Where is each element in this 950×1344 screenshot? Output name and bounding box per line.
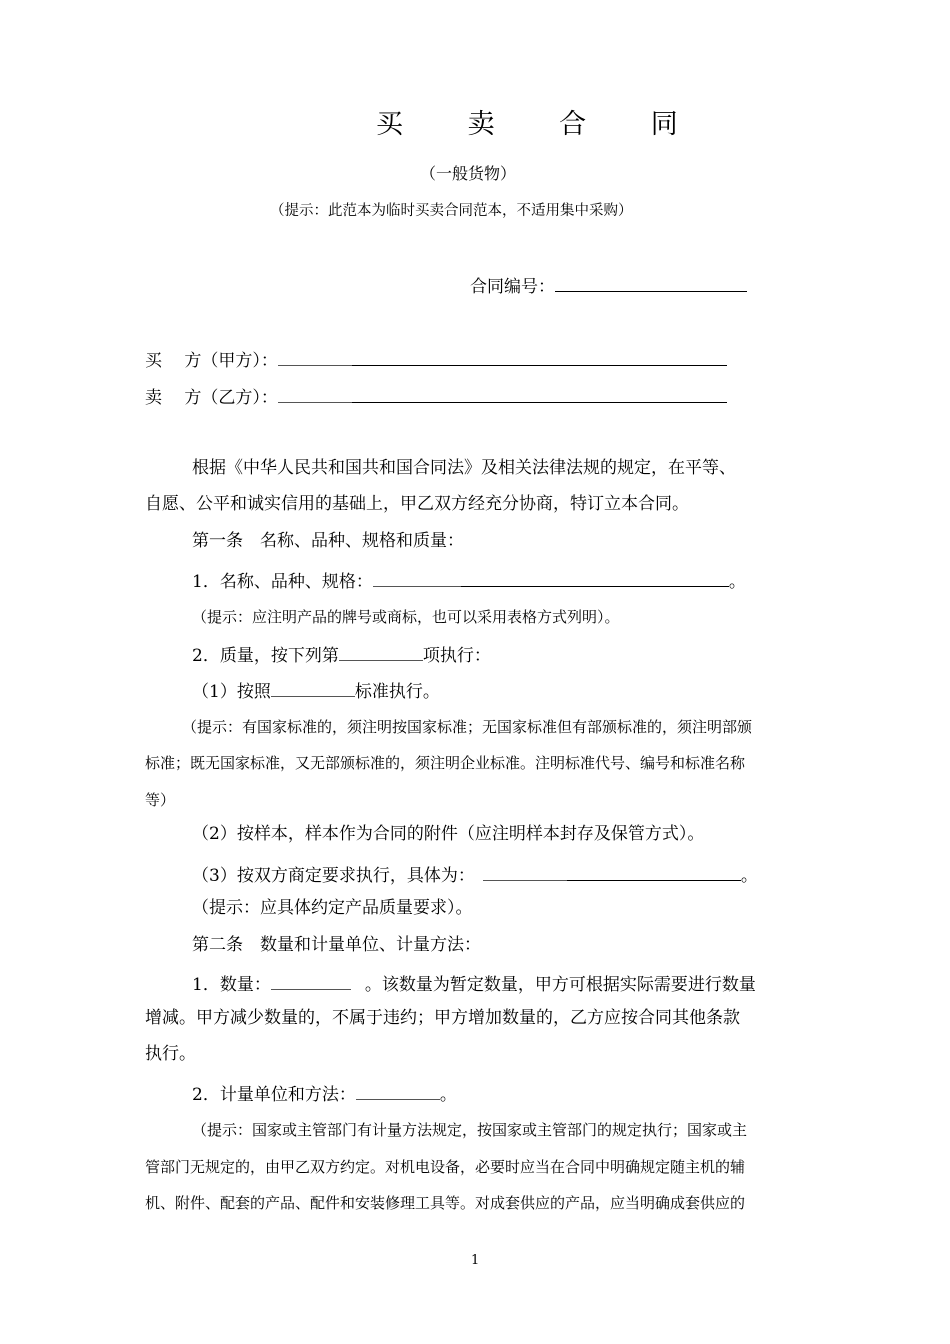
art2-item2-hint-3: 机、附件、配套的产品、配件和安装修理工具等。对成套供应的产品，应当明确成套供应的 xyxy=(145,1194,746,1212)
art1-item1-period: 。 xyxy=(728,572,746,592)
art1-item2-line xyxy=(192,644,491,665)
contract-number-line xyxy=(470,275,747,296)
art1-option1-hint-2: 标准；既无国家标准，又无部颁标准的，须注明企业标准。注明标准代号、编号和标准名称 xyxy=(145,754,746,772)
art1-option3-label: （3）按双方商定要求执行，具体为： xyxy=(192,866,475,886)
art1-option1-hint-3: 等） xyxy=(145,791,176,809)
contract-number-label: 合同编号： xyxy=(470,277,555,297)
art1-option3-line xyxy=(192,864,758,885)
art2-item1-line-2: 增减。甲方减少数量的，不属于违约；甲方增加数量的，乙方应按合同其他条款 xyxy=(145,1008,740,1028)
art2-item2-line xyxy=(192,1083,457,1104)
art2-item1-text: 。该数量为暂定数量，甲方可根据实际需要进行数量 xyxy=(364,975,756,995)
seller-field-lead[interactable] xyxy=(278,386,352,403)
seller-line xyxy=(145,386,727,407)
art2-item1-line-3: 执行。 xyxy=(145,1044,196,1064)
art1-option1-text-b: 标准执行。 xyxy=(354,682,440,702)
art2-item1-field[interactable] xyxy=(271,973,351,990)
art1-option1-hint-1: （提示：有国家标准的，须注明按国家标准；无国家标准但有部颁标准的，须注明部颁 xyxy=(182,718,753,736)
art2-item2-period: 。 xyxy=(439,1085,457,1105)
document-title: 买 卖 合 同 xyxy=(376,109,706,140)
art1-option3-field-lead[interactable] xyxy=(483,864,567,881)
art2-item2-field[interactable] xyxy=(356,1083,440,1100)
art1-option1-text-a: （1）按照 xyxy=(192,682,271,702)
art1-item2-text-b: 项执行： xyxy=(422,646,491,666)
buyer-label: 买 方（甲方）： xyxy=(145,351,278,371)
art1-option3-hint: （提示：应具体约定产品质量要求）。 xyxy=(192,898,473,918)
page-number: 1 xyxy=(471,1253,480,1268)
art1-option3-period: 。 xyxy=(740,866,758,886)
art1-item1-label: 1．名称、品种、规格： xyxy=(192,572,373,592)
art1-item1-field[interactable] xyxy=(461,570,729,587)
intro-line-2: 自愿、公平和诚实信用的基础上，甲乙双方经充分协商，特订立本合同。 xyxy=(145,494,689,514)
contract-number-field[interactable] xyxy=(555,275,747,292)
art2-item1-label: 1．数量： xyxy=(192,975,271,995)
art2-item1-line xyxy=(192,973,756,994)
art1-option1-field[interactable] xyxy=(271,680,355,697)
art2-item2-label: 2．计量单位和方法： xyxy=(192,1085,356,1105)
art2-item2-hint-1: （提示：国家或主管部门有计量方法规定，按国家或主管部门的规定执行；国家或主 xyxy=(192,1121,748,1139)
document-subtitle: （一般货物） xyxy=(420,164,517,183)
seller-label: 卖 方（乙方）： xyxy=(145,388,278,408)
intro-line-1: 根据《中华人民共和国共和国合同法》及相关法律法规的规定，在平等、 xyxy=(192,458,736,478)
art1-item2-field[interactable] xyxy=(339,644,423,661)
art1-item1-hint: （提示：应注明产品的牌号或商标，也可以采用表格方式列明）。 xyxy=(192,608,620,626)
art1-option2-line: （2）按样本，样本作为合同的附件（应注明样本封存及保管方式）。 xyxy=(192,824,705,844)
article-2-heading: 第二条 数量和计量单位、计量方法： xyxy=(192,935,481,955)
buyer-field-lead[interactable] xyxy=(278,349,352,366)
art1-item1-line xyxy=(192,570,746,591)
art1-item1-field-lead[interactable] xyxy=(373,570,461,587)
buyer-line xyxy=(145,349,727,370)
art1-option1-line xyxy=(192,680,440,701)
art1-option3-field[interactable] xyxy=(567,864,741,881)
buyer-field[interactable] xyxy=(352,349,727,366)
article-1-heading: 第一条 名称、品种、规格和质量： xyxy=(192,531,464,551)
top-note: （提示：此范本为临时买卖合同范本，不适用集中采购） xyxy=(270,203,633,219)
art1-item2-text-a: 2．质量，按下列第 xyxy=(192,646,339,666)
seller-field[interactable] xyxy=(352,386,727,403)
art2-item2-hint-2: 管部门无规定的，由甲乙双方约定。对机电设备，必要时应当在合同中明确规定随主机的辅 xyxy=(145,1158,746,1176)
